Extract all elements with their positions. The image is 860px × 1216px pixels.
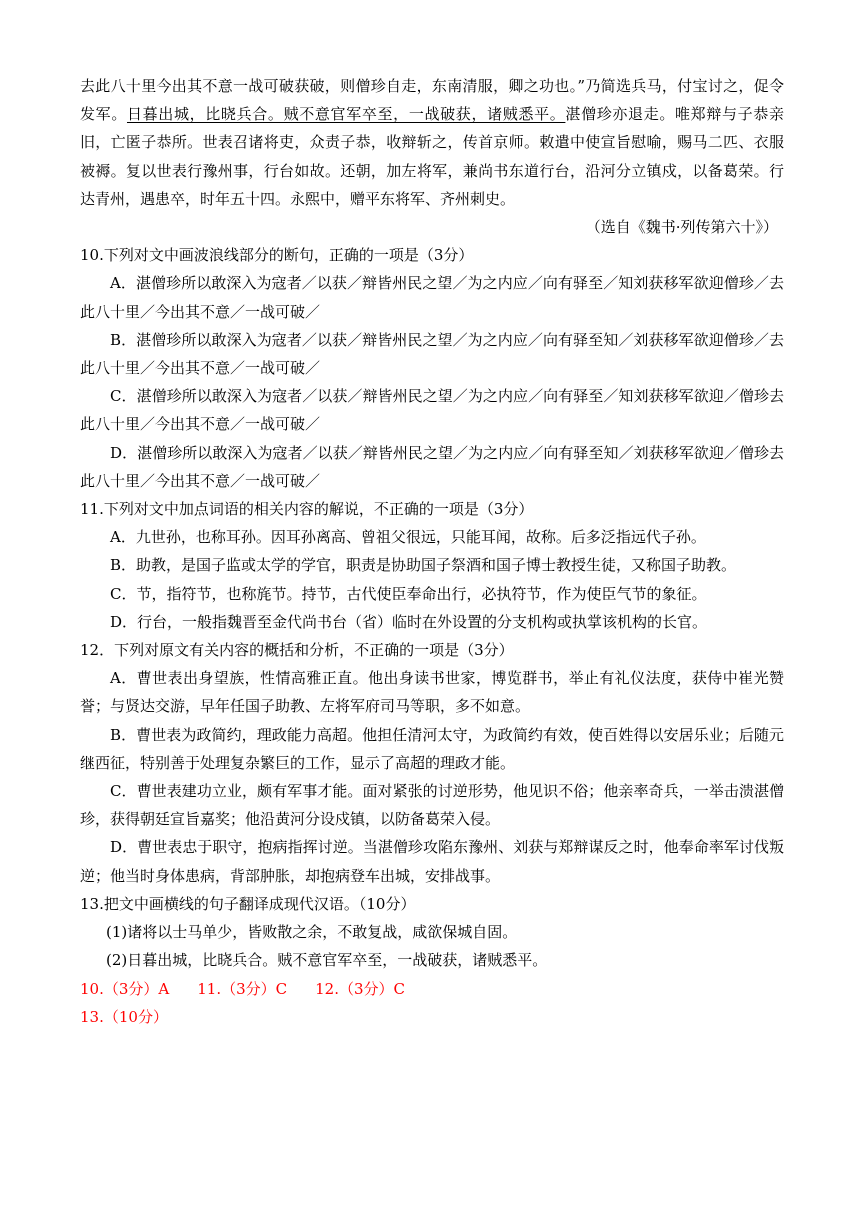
- question-stem: 11.下列对文中加点词语的相关内容的解说，不正确的一项是（3分）: [80, 500, 534, 519]
- passage-paragraph: [80, 72, 784, 213]
- answer-11: 11.（3分）C: [197, 979, 288, 998]
- question-stem: 12．下列对原文有关内容的概括和分析，不正确的一项是（3分）: [80, 641, 514, 660]
- passage-source: （选自《魏书·列传第六十》）: [585, 218, 778, 237]
- option-d: D．行台，一般指魏晋至金代尚书台（省）临时在外设置的分支机构或执掌该机构的长官。: [110, 612, 708, 631]
- option-d: D．曹世表忠于职守，抱病指挥讨逆。当湛僧珍攻陷东豫州、刘获与郑辩谋反之时，他奉命率军讨伐叛逆；他当时身体患病，背部肿胀，却抱病登车出城，安排战事。: [80, 838, 784, 885]
- option-b: B．曹世表为政简约，理政能力高超。他担任清河太守，为政简约有效，使百姓得以安居乐业；后随元继西征，特别善于处理复杂繁巨的工作，显示了高超的理政才能。: [80, 725, 784, 772]
- underlined-sentence: 日暮出城，比晓兵合。贼不意官军卒至，一战破获，诸贼悉平。: [126, 105, 566, 124]
- passage-text-after: 湛僧珍亦退走。唯郑辩与子恭亲旧，亡匿子恭所。世表召诸将吏，众责子恭，收辩斩之，传首京师。敕遣中使宣旨慰喻，赐马二匹、衣服被褥。复以世表行豫州事，行台如故。还朝，加左将军，兼尚书东道行台，沿河分立镇戍，以备葛荣。行达青州，遇患卒，时年五十四。永熙中，赠平东将军、齐州刺史。: [80, 105, 784, 208]
- option-a: A．九世孙，也称耳孙。因耳孙离高、曾祖父很远，只能耳闻，故称。后多泛指远代子孙。: [110, 528, 706, 547]
- question-13: [80, 890, 784, 975]
- option-a: A．曹世表出身望族，性情高雅正直。他出身读书世家，博览群书，举止有礼仪法度，获侍中崔光赞誉；与贤达交游，早年任国子助教、左将军府司马等职，多不如意。: [80, 669, 784, 716]
- answer-10: 10.（3分）A: [80, 979, 170, 998]
- question-12: [80, 636, 784, 890]
- translation-item-2: (2)日暮出城，比晓兵合。贼不意官军卒至，一战破获，诸贼悉平。: [106, 951, 548, 970]
- option-c: C．曹世表建功立业，颇有军事才能。面对紧张的讨逆形势，他见识不俗；他亲率奇兵，一举击溃湛僧珍，获得朝廷宣旨嘉奖；他沿黄河分设戍镇，以防备葛荣入侵。: [80, 782, 784, 829]
- answer-13: 13.（10分）: [80, 1007, 168, 1026]
- passage-text-before: 去此八十里今出其不意一战可破获破，则僧珍自走，东南清服，卿之功也。”乃简选兵马，付宝讨之，促令发军。: [80, 77, 784, 124]
- document-page: [80, 72, 784, 1031]
- translation-item-1: (1)诸将以士马单少，皆败散之余，不敢复战，咸欲保城自固。: [106, 923, 518, 942]
- option-c: C．湛僧珍所以敢深入为寇者／以获／辩皆州民之望／为之内应／向有驿至／知刘获移军欲迎／僧珍去此八十里／今出其不意／一战可破／: [80, 387, 784, 434]
- option-d: D．湛僧珍所以敢深入为寇者／以获／辩皆州民之望／为之内应／向有驿至知／刘获移军欲迎／僧珍去此八十里／今出其不意／一战可破／: [80, 443, 784, 490]
- option-c: C．节，指符节，也称旄节。持节，古代使臣奉命出行，必执符节，作为使臣气节的象征。: [110, 584, 707, 603]
- question-stem: 13.把文中画横线的句子翻译成现代汉语。（10分）: [80, 894, 416, 913]
- option-b: B．助教，是国子监或太学的学官，职责是协助国子祭酒和国子博士教授生徒，又称国子助教。: [110, 556, 737, 575]
- option-b: B．湛僧珍所以敢深入为寇者／以获／辩皆州民之望／为之内应／向有驿至知／刘获移军欲迎僧珍／去此八十里／今出其不意／一战可破／: [80, 330, 784, 378]
- option-a: A．湛僧珍所以敢深入为寇者／以获／辩皆州民之望／为之内应／向有驿至／知刘获移军欲迎僧珍／去此八十里／今出其不意／一战可破／: [80, 274, 784, 321]
- question-11: [80, 495, 784, 636]
- answer-12: 12.（3分）C: [315, 979, 406, 998]
- answer-line: [80, 975, 784, 1003]
- question-10: [80, 241, 784, 495]
- question-stem: 10.下列对文中画波浪线部分的断句，正确的一项是（3分）: [80, 246, 474, 265]
